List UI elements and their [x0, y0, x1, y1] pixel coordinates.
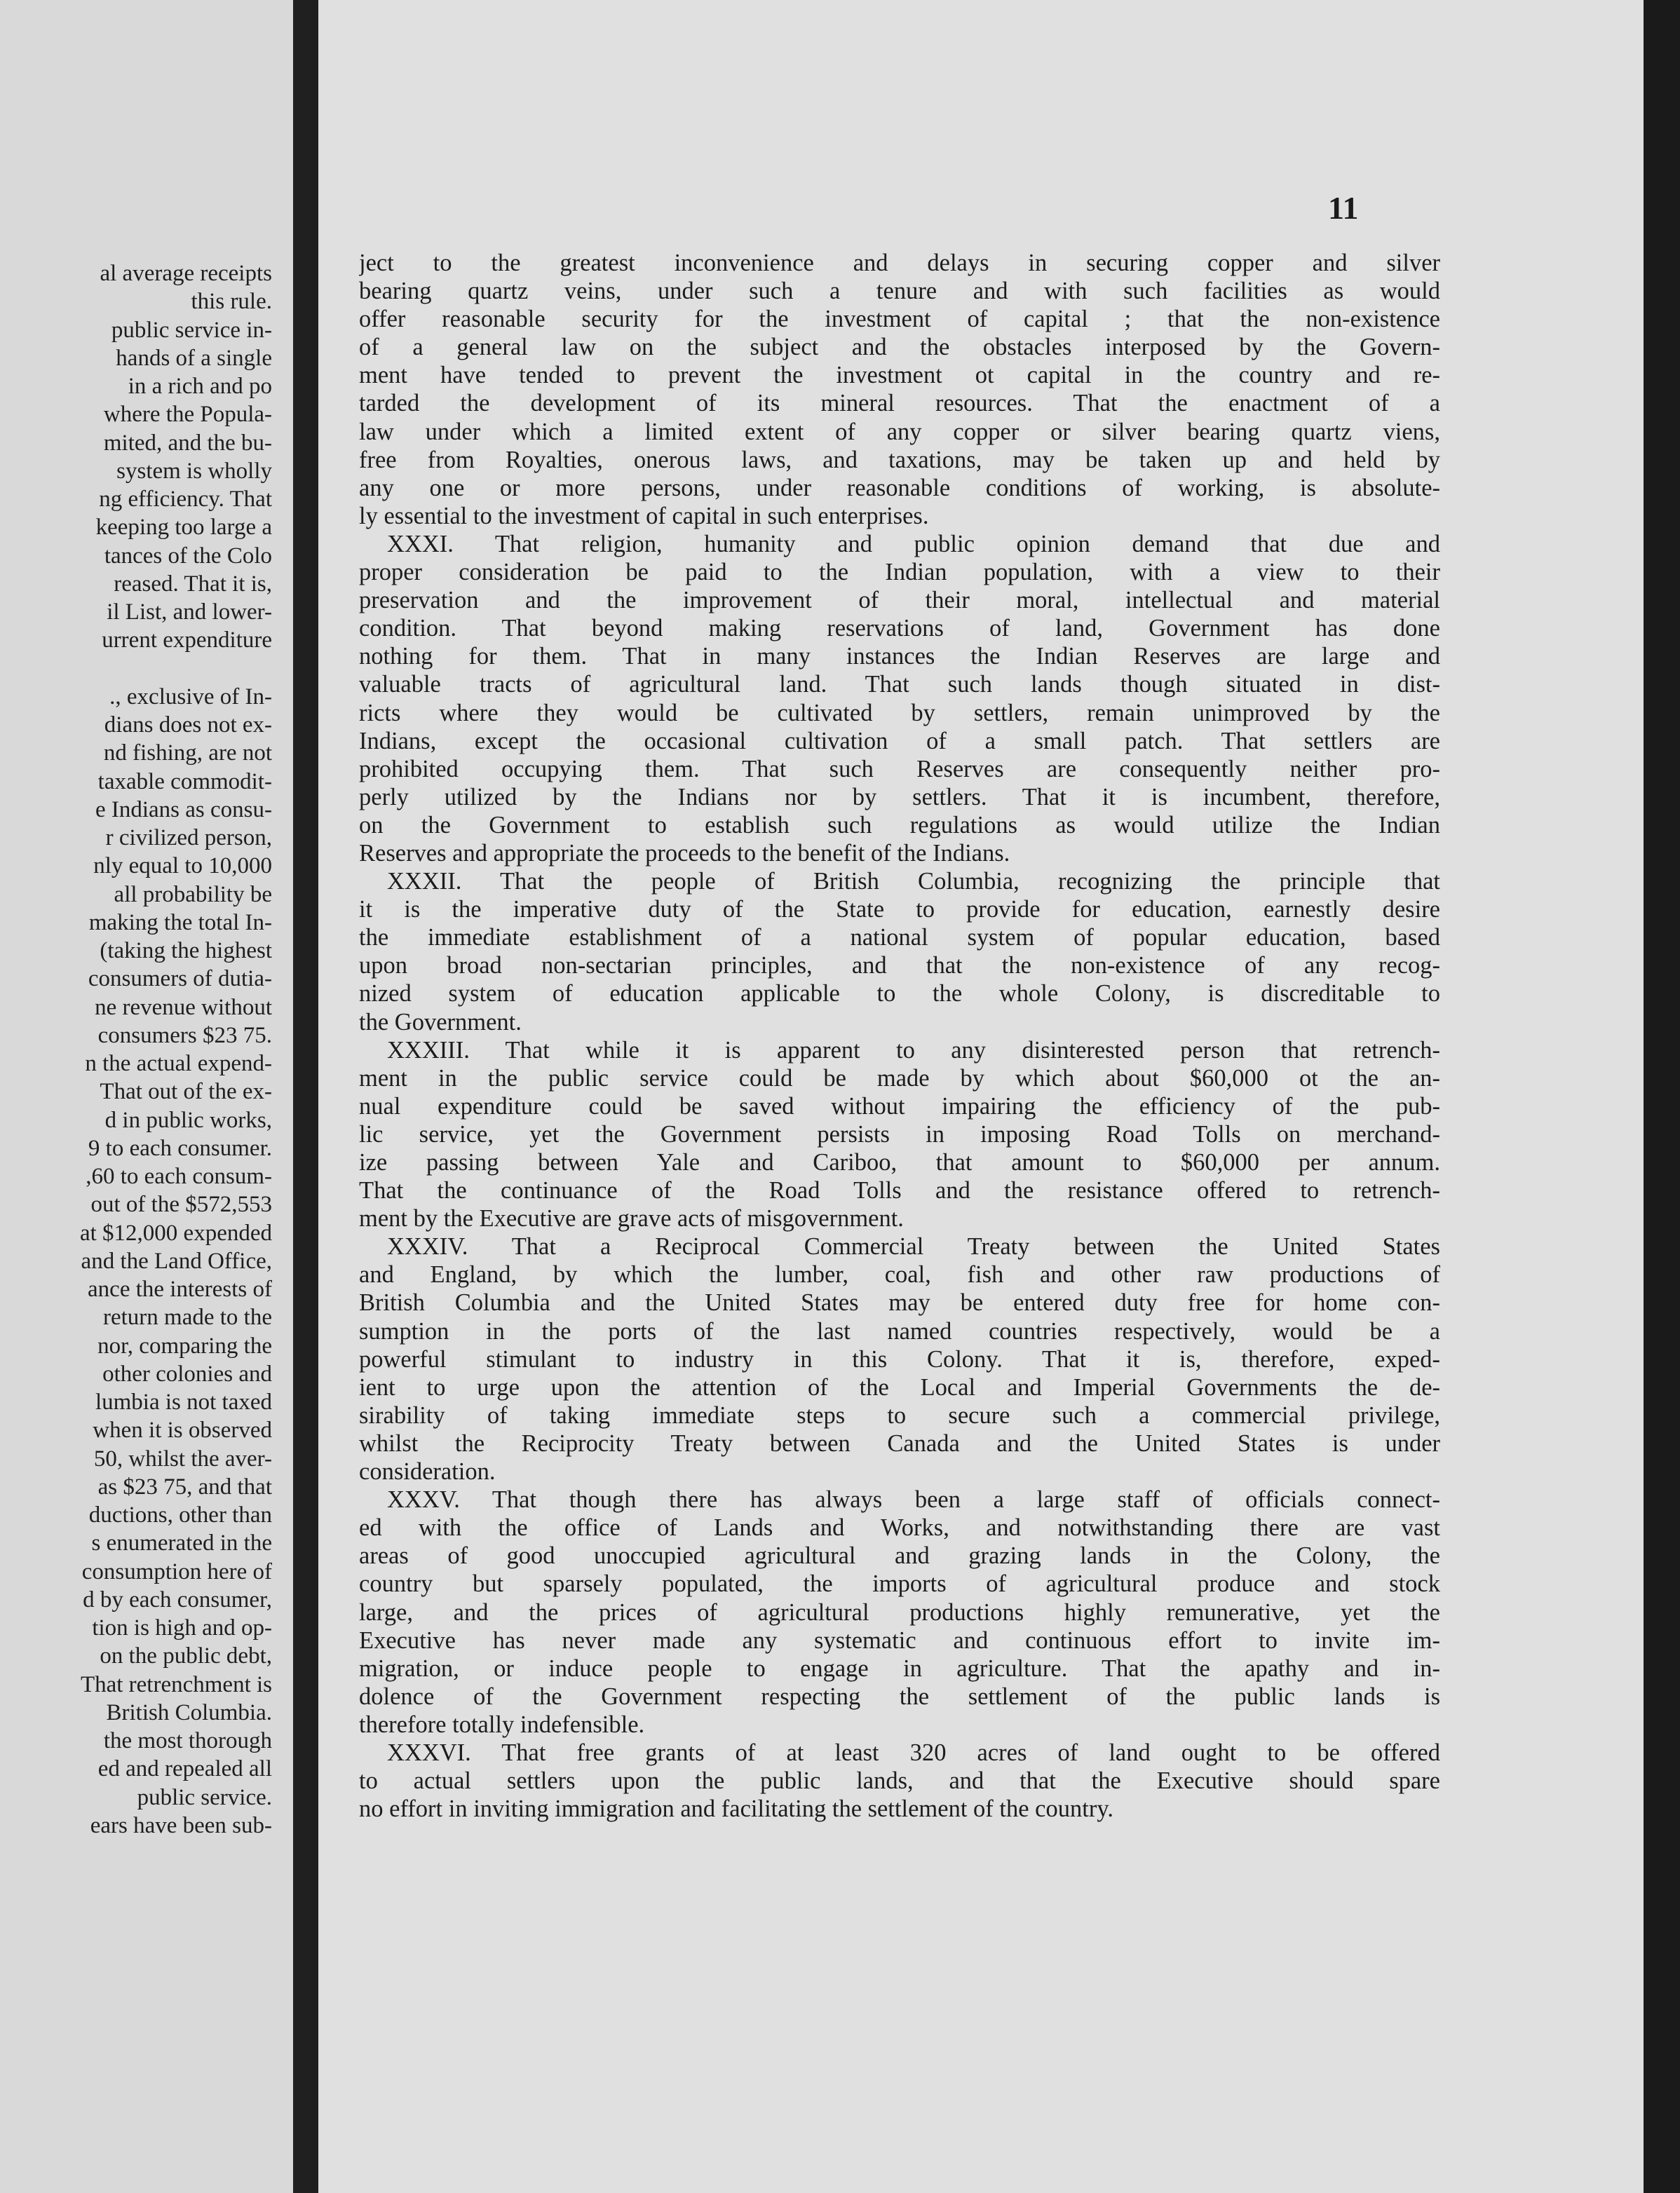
text-line: large, and the prices of agricultural productions highly remunerative, yet the: [359, 1598, 1440, 1626]
text-line: dolence of the Government respecting the settlement of the public lands is: [359, 1683, 1440, 1710]
text-line: the immediate establishment of a national system of popular education, based: [359, 924, 1440, 951]
paragraph: [359, 1739, 1440, 1823]
text-line: condition. That beyond making reservations of land, Government has done: [359, 615, 1440, 642]
text-line: proper consideration be paid to the Indian population, with a view to their: [359, 559, 1440, 586]
facing-page-line: the most thorough: [103, 1728, 272, 1753]
facing-page-line: consumers $23 75.: [97, 1022, 272, 1048]
facing-page-line: e Indians as consu-: [95, 796, 272, 822]
paragraph: [359, 249, 1440, 530]
paragraph: [359, 1486, 1440, 1739]
facing-page-line: making the total In-: [88, 909, 272, 935]
text-line: it is the imperative duty of the State to provide for education, earnestly desire: [359, 896, 1440, 923]
facing-page-line: [0, 655, 272, 683]
paragraph: [359, 1036, 1440, 1233]
text-line: ed with the office of Lands and Works, and notwithstanding there are vast: [359, 1514, 1440, 1542]
facing-page-line: ductions, other than: [88, 1502, 272, 1528]
text-line: the Government.: [359, 1008, 522, 1036]
facing-page-line: d in public works,: [104, 1107, 272, 1133]
facing-page-line: reased. That it is,: [114, 571, 272, 597]
facing-page-line: s enumerated in the: [91, 1530, 272, 1556]
text-line: That the continuance of the Road Tolls and the resistance offered to retrench-: [359, 1177, 1440, 1204]
text-line: British Columbia and the United States may be entered duty free for home con-: [359, 1289, 1440, 1317]
facing-page-line: ne revenue without: [95, 994, 272, 1020]
facing-page-line: tion is high and op-: [92, 1615, 272, 1641]
text-line: therefore totally indefensible.: [359, 1711, 645, 1738]
facing-page-line: lumbia is not taxed: [95, 1390, 272, 1415]
facing-page-line: mited, and the bu-: [103, 430, 272, 456]
facing-page-line: ears have been sub-: [90, 1812, 272, 1838]
facing-page-line: r civilized person,: [105, 825, 272, 850]
text-line: no effort in inviting immigration and facilitating the settlement of the country.: [359, 1795, 1113, 1823]
text-line: ment by the Executive are grave acts of misgovernment.: [359, 1205, 904, 1233]
facing-page-line: all probability be: [114, 881, 272, 907]
facing-page-line: public service.: [137, 1784, 272, 1810]
text-line: bearing quartz veins, under such a tenure and with such facilities as would: [359, 278, 1440, 305]
facing-page-line: when it is observed: [93, 1418, 272, 1444]
text-line: ize passing between Yale and Cariboo, that amount to $60,000 per annum.: [359, 1149, 1440, 1176]
facing-page-line: consumption here of: [81, 1559, 272, 1584]
facing-page-line: tances of the Colo: [104, 543, 272, 569]
text-line: consideration.: [359, 1458, 496, 1486]
facing-page-fragment: [0, 0, 302, 2193]
text-line: ment have tended to prevent the investment ot capital in the country and re-: [359, 362, 1440, 389]
text-line: nized system of education applicable to the whole Colony, is discreditable to: [359, 980, 1440, 1007]
text-line: sumption in the ports of the last named countries respectively, would be a: [359, 1317, 1440, 1345]
facing-page-line: hands of a single: [116, 345, 272, 371]
text-line: nual expenditure could be saved without impairing the efficiency of the pub-: [359, 1092, 1440, 1120]
facing-page-line: consumers of dutia-: [88, 966, 272, 992]
text-line: to actual settlers upon the public lands, and that the Executive should spare: [359, 1767, 1440, 1795]
text-line: powerful stimulant to industry in this Colony. That it is, therefore, exped-: [359, 1345, 1440, 1373]
facing-page-line: where the Popula-: [103, 402, 272, 428]
text-line: Reserves and appropriate the proceeds to the benefit of the Indians.: [359, 839, 1010, 867]
text-line: XXXIII. That while it is apparent to any disinterested person that retrench-: [387, 1036, 1440, 1064]
paragraph: [359, 1233, 1440, 1486]
facing-page-line: on the public debt,: [100, 1643, 272, 1669]
text-line: sirability of taking immediate steps to secure such a commercial privilege,: [359, 1401, 1440, 1429]
facing-page-column: [0, 259, 272, 1840]
text-line: XXXV. That though there has always been a large staff of officials connect-: [387, 1486, 1440, 1514]
text-line: whilst the Reciprocity Treaty between Canada and the United States is under: [359, 1430, 1440, 1457]
text-line: prohibited occupying them. That such Reserves are consequently neither pro-: [359, 755, 1440, 782]
text-line: ment in the public service could be made by which about $60,000 ot the an-: [359, 1064, 1440, 1092]
facing-page-line: taxable commodit-: [97, 768, 272, 794]
facing-page-line: ed and repealed all: [97, 1756, 272, 1782]
facing-page-line: in a rich and po: [128, 374, 272, 399]
text-line: country but sparsely populated, the imports of agricultural produce and stock: [359, 1570, 1440, 1598]
book-binding-gutter: [293, 0, 318, 2193]
facing-page-line: as $23 75, and that: [97, 1474, 272, 1500]
facing-page-line: dians does not ex-: [104, 712, 272, 738]
text-line: tarded the development of its mineral resources. That the enactment of a: [359, 390, 1440, 417]
text-line: preservation and the improvement of their moral, intellectual and material: [359, 587, 1440, 614]
facing-page-line: al average receipts: [100, 261, 272, 286]
text-line: perly utilized by the Indians nor by settlers. That it is incumbent, therefore,: [359, 783, 1440, 810]
facing-page-line: ., exclusive of In-: [109, 684, 272, 710]
facing-page-line: That retrenchment is: [80, 1671, 272, 1697]
text-line: on the Government to establish such regulations as would utilize the Indian: [359, 811, 1440, 838]
text-line: and England, by which the lumber, coal, fish and other raw productions of: [359, 1261, 1440, 1289]
text-line: free from Royalties, onerous laws, and taxations, may be taken up and held by: [359, 446, 1440, 473]
facing-page-line: return made to the: [103, 1305, 272, 1331]
text-line: areas of good unoccupied agricultural and grazing lands in the Colony, the: [359, 1542, 1440, 1570]
text-line: migration, or induce people to engage in agriculture. That the apathy and in-: [359, 1655, 1440, 1682]
facing-page-line: (taking the highest: [100, 938, 272, 963]
facing-page-line: 9 to each consumer.: [88, 1135, 272, 1161]
text-line: offer reasonable security for the investment of capital ; that the non-existence: [359, 306, 1440, 333]
text-line: XXXII. That the people of British Columbia, recognizing the principle that: [387, 868, 1440, 895]
text-line: nothing for them. That in many instances the Indian Reserves are large and: [359, 643, 1440, 670]
facing-page-line: il List, and lower-: [107, 599, 272, 625]
facing-page-line: nor, comparing the: [97, 1333, 272, 1359]
facing-page-line: this rule.: [191, 289, 272, 315]
text-line: XXXVI. That free grants of at least 320 acres of land ought to be offered: [387, 1739, 1440, 1766]
facing-page-line: at $12,000 expended: [79, 1220, 272, 1246]
facing-page-line: n the actual expend-: [85, 1051, 272, 1076]
text-line: law under which a limited extent of any copper or silver bearing quartz viens,: [359, 418, 1440, 445]
paragraph: [359, 530, 1440, 867]
body-text: [359, 249, 1440, 1823]
facing-page-line: ,60 to each consum-: [86, 1164, 272, 1189]
facing-page-line: 50, whilst the aver-: [93, 1446, 272, 1472]
facing-page-line: d by each consumer,: [83, 1587, 272, 1612]
facing-page-line: urrent expenditure: [102, 627, 272, 653]
facing-page-line: ng efficiency. That: [99, 487, 272, 512]
text-line: ly essential to the investment of capital in such enterprises.: [359, 502, 929, 529]
text-line: Executive has never made any systematic and continuous effort to invite im-: [359, 1627, 1440, 1654]
facing-page-line: and the Land Office,: [81, 1248, 272, 1274]
facing-page-line: keeping too large a: [95, 515, 272, 541]
paragraph: [359, 867, 1440, 1036]
text-line: any one or more persons, under reasonable conditions of working, is absolute-: [359, 474, 1440, 501]
text-line: ricts where they would be cultivated by settlers, remain unimproved by the: [359, 699, 1440, 726]
right-edge-border: [1644, 0, 1680, 2193]
facing-page-line: That out of the ex-: [100, 1079, 272, 1105]
facing-page-line: system is wholly: [116, 458, 272, 484]
page-number: 11: [1328, 190, 1359, 226]
facing-page-line: ance the interests of: [88, 1277, 272, 1302]
text-line: ient to urge upon the attention of the Local and Imperial Governments the de-: [359, 1373, 1440, 1401]
text-line: valuable tracts of agricultural land. That such lands though situated in dist-: [359, 671, 1440, 698]
facing-page-line: nd fishing, are not: [103, 740, 272, 766]
text-line: Indians, except the occasional cultivation of a small patch. That settlers are: [359, 727, 1440, 754]
text-line: XXXIV. That a Reciprocal Commercial Treaty between the United States: [387, 1233, 1440, 1261]
facing-page-line: nly equal to 10,000: [93, 853, 272, 879]
text-line: lic service, yet the Government persists in imposing Road Tolls on merchand-: [359, 1120, 1440, 1148]
text-line: XXXI. That religion, humanity and public opinion demand that due and: [387, 530, 1440, 557]
main-page: [318, 0, 1644, 2193]
facing-page-line: out of the $572,553: [90, 1192, 272, 1218]
facing-page-line: other colonies and: [102, 1361, 272, 1387]
text-line: upon broad non-sectarian principles, and that the non-existence of any recog-: [359, 952, 1440, 979]
facing-page-line: British Columbia.: [106, 1699, 272, 1725]
facing-page-line: public service in-: [111, 317, 272, 343]
text-line: of a general law on the subject and the obstacles interposed by the Govern-: [359, 334, 1440, 361]
text-line: ject to the greatest inconvenience and delays in securing copper and silver: [359, 250, 1440, 276]
